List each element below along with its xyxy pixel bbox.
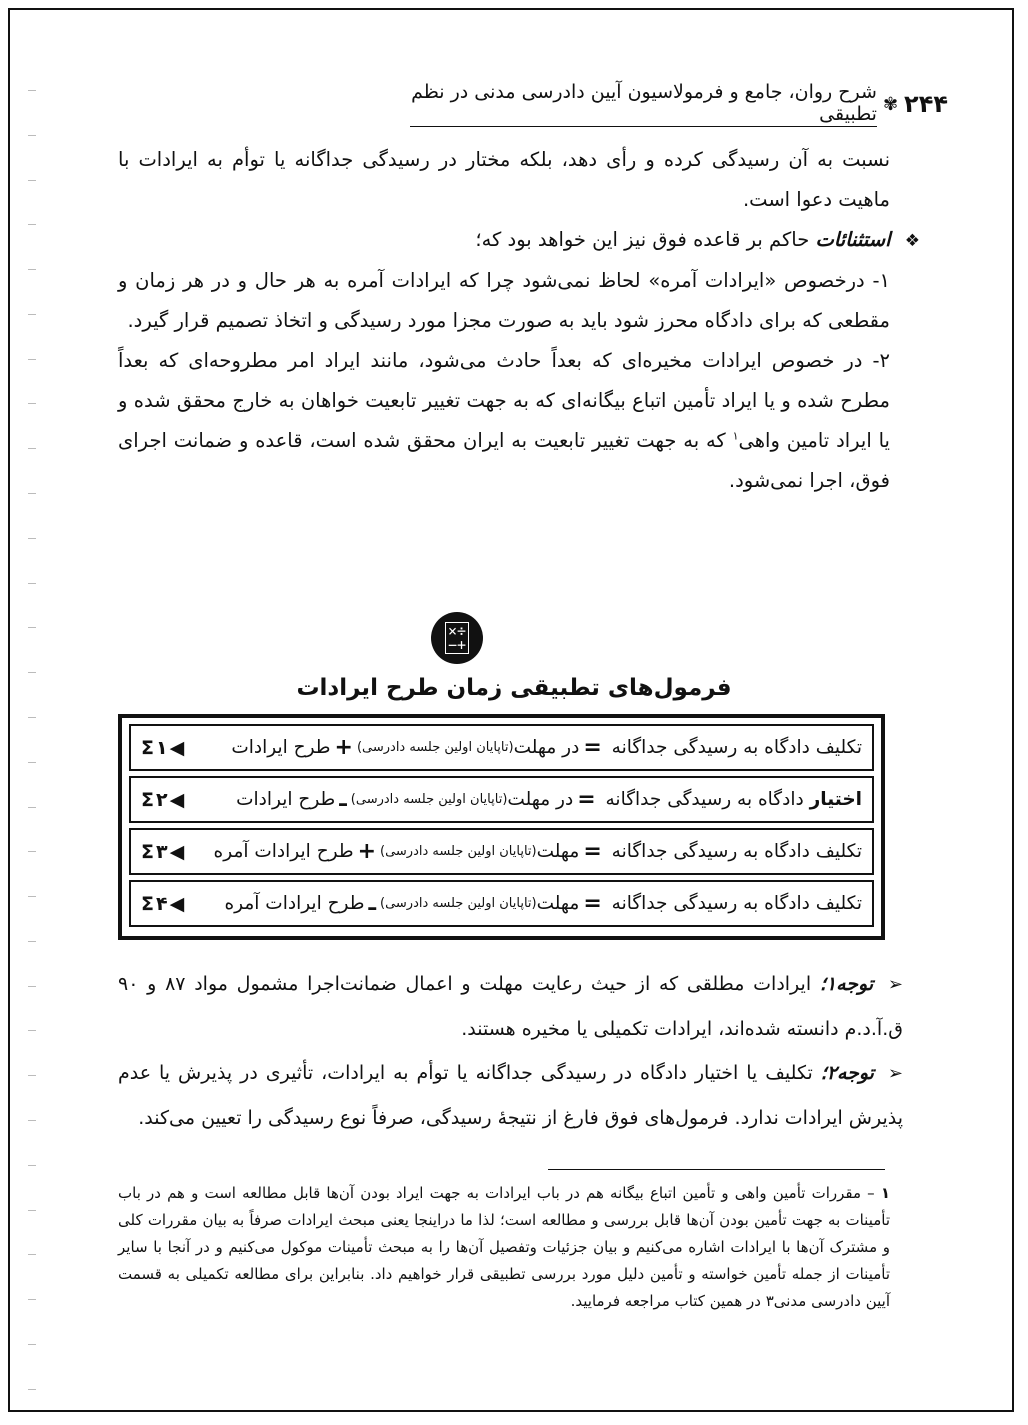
play-triangle-icon: ◀ xyxy=(169,892,185,915)
notes-section xyxy=(118,962,903,1140)
formula-row xyxy=(129,776,874,823)
exceptions-label: استثنائات xyxy=(815,228,891,251)
footnote-divider xyxy=(548,1169,885,1170)
formula-tail: طرح ایرادات آمره xyxy=(213,841,354,862)
item-2-ending: که به جهت تغییر تابعیت به ایران محقق شده است، قاعده و ضمانت اجرای فوق، اجرا نمی‌شود. xyxy=(118,429,890,492)
footnote-text: – مقررات تأمین واهی و تأمین اتباع بیگانه هم در باب ایرادات به جهت ایراد بودن آن‌ها قابل مطالعه است و هم در باب تأمینات به جهت تأمین بودن آن‌ها قابل بررسی و مطالعه است؛ لذا ما دراینجا یعنی مبحث ایرادات صرفاً به بیان مقررات کلی و مشترک آن‌ها با ایرادات اشاره می‌کنیم و بیان جزئیات وتفصیل آن‌ها را به مبحث تأمینات موکول می‌کنیم و در آنجا با سایر تأمینات از جمله تأمین خواسته و تأمین دلیل مورد بررسی تطبیقی قرار خواهیم داد. بنابراین برای مطالعه تکمیلی به قسمت آیین دادرسی مدنی۳ در همین کتاب مراجعه فرمایید. xyxy=(118,1184,890,1310)
formula-tail: طرح ایرادات آمره xyxy=(224,893,365,914)
main-content xyxy=(118,140,920,501)
running-title: شرح روان، جامع و فرمولاسیون آیین دادرسی مدنی در نظم تطبیقی xyxy=(411,81,877,125)
footnote-number: ۱ xyxy=(880,1184,890,1202)
equals-sign: = xyxy=(583,891,602,916)
formula-deadline: مهلت xyxy=(536,893,580,914)
diamond-bullet-icon: ❖ xyxy=(904,231,920,251)
equals-sign: = xyxy=(583,735,602,760)
formula-row xyxy=(129,880,874,927)
formula-note: (تاپایان اولین جلسه دادرسی) xyxy=(380,896,537,911)
note-1 xyxy=(118,962,903,1051)
exceptions-text: حاکم بر قاعده فوق نیز این خواهد بود که؛ xyxy=(475,228,810,251)
arrow-bullet-icon: ➢ xyxy=(887,974,903,995)
formula-index xyxy=(141,893,184,915)
formula-lead: اختیار xyxy=(809,789,862,810)
formula-text: دادگاه به رسیدگی جداگانه xyxy=(605,789,804,810)
formula-index xyxy=(141,789,184,811)
sigma-icon: Σ xyxy=(141,892,154,915)
note-label: توجه۱؛ xyxy=(819,973,874,995)
item-2-first-line: ۲- در خصوص ایرادات مخیره‌ای که بعداً حادث می‌شود، مانند ایراد امر مطروحه‌ای xyxy=(188,349,890,372)
section-title: فرمول‌های تطبیقی زمان طرح ایرادات xyxy=(296,675,732,701)
formula-deadline: در مهلت xyxy=(507,789,574,810)
item-1-paragraph: ۱- درخصوص «ایرادات آمره» لحاظ نمی‌شود چرا که ایرادات آمره به هر حال و در هر زمان و مقطعی که برای دادگاه محرز شود باید به صورت مجزا مورد رسیدگی و اتخاذ تصمیم قرار گیرد. xyxy=(118,269,890,332)
sigma-icon: Σ xyxy=(141,788,154,811)
play-triangle-icon: ◀ xyxy=(169,788,185,811)
note-label: توجه۲؛ xyxy=(820,1062,874,1084)
paragraph-intro: نسبت به آن رسیدگی کرده و رأی دهد، بلکه مختار در رسیدگی جداگانه یا توأم به ایرادات با ماهیت دعوا است. xyxy=(118,148,890,211)
formula-row xyxy=(129,828,874,875)
formula-text: تکلیف دادگاه به رسیدگی جداگانه xyxy=(611,841,862,862)
formula-tail: طرح ایرادات xyxy=(236,789,336,810)
item-2-body: که بعداً مطرح شده و یا ایراد تأمین اتباع بیگانه‌ای که به جهت تغییر تابعیت خواهان به خارج محقق شده و یا ایراد تامین واهی xyxy=(118,349,890,452)
formula-row xyxy=(129,724,874,771)
operator-sign: + xyxy=(334,735,353,760)
formula-number: ۲ xyxy=(155,788,168,811)
formula-number: ۴ xyxy=(155,892,168,915)
formula-box xyxy=(118,714,885,940)
formula-number: ۳ xyxy=(155,840,168,863)
footnote-reference[interactable]: ۱ xyxy=(732,429,739,443)
play-triangle-icon: ◀ xyxy=(169,840,185,863)
operator-sign: ـ xyxy=(339,787,347,812)
sigma-icon: Σ xyxy=(141,840,154,863)
exceptions-paragraph xyxy=(118,220,920,261)
equals-sign: = xyxy=(583,839,602,864)
formula-text: تکلیف دادگاه به رسیدگی جداگانه xyxy=(611,893,862,914)
item-2-paragraph xyxy=(118,341,890,501)
note-2 xyxy=(118,1051,903,1140)
calculator-icon: ×÷ −+ xyxy=(431,612,483,664)
note-text: تکلیف یا اختیار دادگاه در رسیدگی جداگانه یا توأم به ایرادات، تأثیری در پذیرش یا عدم پذیرش ایرادات ندارد. فرمول‌های فوق فارغ از نتیجهٔ رسیدگی، صرفاً نوع رسیدگی را تعیین می‌کند. xyxy=(118,1062,903,1129)
formula-note: (تاپایان اولین جلسه دادرسی) xyxy=(356,740,514,755)
operator-sign: + xyxy=(357,839,376,864)
sigma-icon: Σ xyxy=(141,736,154,759)
footnote xyxy=(118,1180,890,1315)
formula-tail: طرح ایرادات xyxy=(231,737,331,758)
equals-sign: = xyxy=(577,787,596,812)
operator-sign: ـ xyxy=(368,891,376,916)
formula-deadline: مهلت xyxy=(536,841,580,862)
formula-index xyxy=(141,841,184,863)
note-text: ایرادات مطلقی که از حیث رعایت مهلت و اعمال ضمانت‌اجرا مشمول مواد ۸۷ و ۹۰ ق.آ.د.م دانسته شده‌اند، ایرادات تکمیلی یا مخیره هستند. xyxy=(118,973,903,1040)
formula-note: (تاپایان اولین جلسه دادرسی) xyxy=(380,844,537,859)
flower-ornament-icon: ✾ xyxy=(882,93,899,115)
formula-note: (تاپایان اولین جلسه دادرسی) xyxy=(350,792,508,807)
margin-ticks xyxy=(28,90,38,1390)
formula-number: ۱ xyxy=(155,736,168,759)
page-header xyxy=(410,81,948,125)
page-number: ۲۴۴ xyxy=(904,90,948,118)
formula-index xyxy=(141,737,184,759)
arrow-bullet-icon: ➢ xyxy=(887,1063,904,1084)
formula-deadline: در مهلت xyxy=(513,737,580,758)
play-triangle-icon: ◀ xyxy=(169,736,185,759)
formula-text: تکلیف دادگاه به رسیدگی جداگانه xyxy=(611,737,862,758)
